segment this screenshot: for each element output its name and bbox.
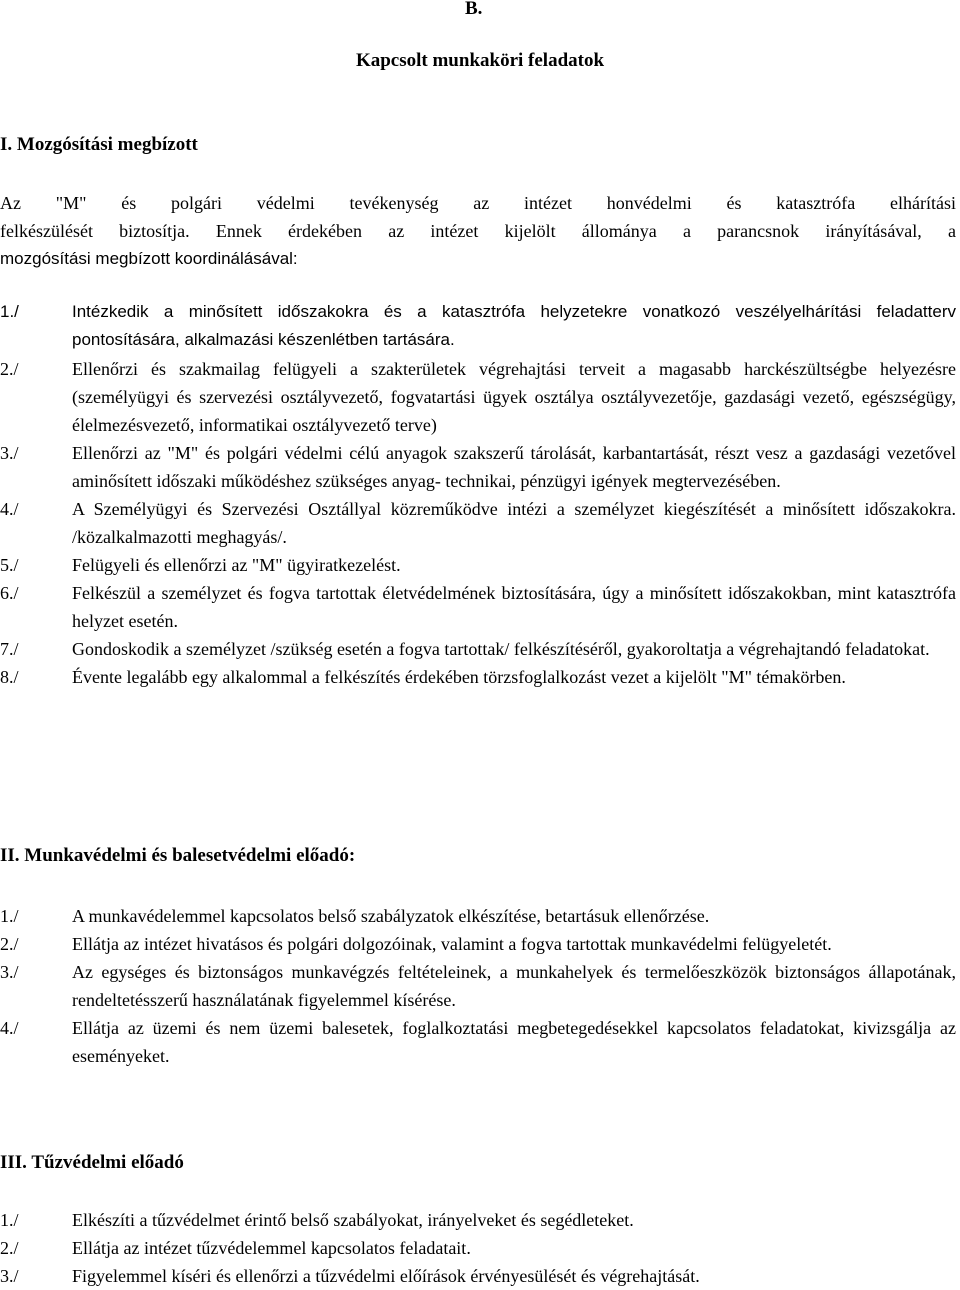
list-item bbox=[0, 1014, 956, 1070]
list-item bbox=[0, 355, 956, 439]
intro-line: Az "M" és polgári védelmi tevékenység az intézet honvédelmi és katasztrófa elhárítási bbox=[0, 193, 956, 213]
list-item bbox=[0, 1262, 956, 1290]
item-number: 7./ bbox=[0, 639, 19, 659]
list-item bbox=[0, 663, 956, 691]
item-number: 3./ bbox=[0, 443, 19, 463]
item-text: Évente legalább egy alkalommal a felkészítés érdekében törzsfoglalkozást vezet a kijelölt "M" témakörben. bbox=[72, 667, 846, 687]
task-list bbox=[0, 298, 956, 354]
task-list bbox=[0, 355, 956, 691]
item-number: 4./ bbox=[0, 1018, 19, 1038]
item-number: 3./ bbox=[0, 962, 19, 982]
intro-line: felkészülését biztosítja. Ennek érdekében az intézet kijelölt állománya a parancsnok irányításával, a bbox=[0, 221, 956, 241]
item-number: 4./ bbox=[0, 499, 19, 519]
item-text: Ellátja az intézet hivatásos és polgári dolgozóinak, valamint a fogva tartottak munkavédelmi felügyeletét. bbox=[72, 934, 832, 954]
item-text: Ellátja az üzemi és nem üzemi balesetek, foglalkoztatási megbetegedésekkel kapcsolatos feladatokat, kivizsgálja az eseményeket. bbox=[72, 1018, 956, 1066]
list-item bbox=[0, 495, 956, 551]
section-heading-munkavedelmi: II. Munkavédelmi és balesetvédelmi előadó: bbox=[0, 845, 356, 866]
item-number: 2./ bbox=[0, 1238, 19, 1258]
item-number: 2./ bbox=[0, 359, 19, 379]
document-title: Kapcsolt munkaköri feladatok bbox=[355, 50, 605, 71]
section-heading-mozgositasi: I. Mozgósítási megbízott bbox=[0, 134, 198, 155]
list-item bbox=[0, 298, 956, 354]
item-text: Gondoskodik a személyzet /szükség esetén a fogva tartottak/ felkészítéséről, gyakoroltatja a végrehajtandó feladatokat. bbox=[72, 639, 930, 659]
item-number: 5./ bbox=[0, 555, 19, 575]
list-item bbox=[0, 930, 956, 958]
item-text: Ellenőrzi és szakmailag felügyeli a szakterületek végrehajtási terveit a magasabb harckészültségbe helyezésre (személyügyi és szervezési osztályvezető, fogvatartási ügyek osztálya osztályvezetője, gazdasági vezető, egészségügy, élelmezésvezető, informatikai osztályvezető terve) bbox=[72, 359, 956, 435]
item-number: 3./ bbox=[0, 1266, 19, 1286]
item-number: 1./ bbox=[0, 1210, 19, 1230]
task-list bbox=[0, 1206, 956, 1290]
list-item bbox=[0, 1206, 956, 1234]
list-item bbox=[0, 551, 956, 579]
item-number: 2./ bbox=[0, 934, 19, 954]
item-text: A munkavédelemmel kapcsolatos belső szabályzatok elkészítése, betartásuk ellenőrzése. bbox=[72, 906, 710, 926]
list-item bbox=[0, 439, 956, 495]
list-item bbox=[0, 902, 956, 930]
item-text: Elkészíti a tűzvédelmet érintő belső szabályokat, irányelveket és segédleteket. bbox=[72, 1210, 634, 1230]
item-text: A Személyügyi és Szervezési Osztállyal közreműködve intézi a személyzet kiegészítését a minősített időszakokra. /közalkalmazotti meghagyás/. bbox=[72, 499, 956, 547]
item-text: Figyelemmel kíséri és ellenőrzi a tűzvédelmi előírások érvényesülését és végrehajtását. bbox=[72, 1266, 700, 1286]
item-text: Felkészül a személyzet és fogva tartottak életvédelmének biztosítására, úgy a minősített időszakokban, mint katasztrófa helyzet esetén. bbox=[72, 583, 956, 631]
document-letter: B. bbox=[465, 0, 483, 19]
item-number: 1./ bbox=[0, 302, 19, 321]
list-item bbox=[0, 1234, 956, 1262]
item-number: 1./ bbox=[0, 906, 19, 926]
item-text: Az egységes és biztonságos munkavégzés feltételeinek, a munkahelyek és termelőeszközök biztonságos állapotának, rendeltetésszerű használatának figyelemmel kísérése. bbox=[72, 962, 956, 1010]
item-number: 8./ bbox=[0, 667, 19, 687]
intro-line: mozgósítási megbízott koordinálásával: bbox=[0, 249, 298, 268]
list-item bbox=[0, 579, 956, 635]
item-text: Ellátja az intézet tűzvédelemmel kapcsolatos feladatait. bbox=[72, 1238, 471, 1258]
item-text: Intézkedik a minősített időszakokra és a katasztrófa helyzetekre vonatkozó veszélyelhárítási feladatterv pontosítására, alkalmazási készenlétben tartására. bbox=[72, 302, 956, 349]
item-text: Ellenőrzi az "M" és polgári védelmi célú anyagok szakszerű tárolását, karbantartását, részt vesz a gazdasági vezetővel aminősített időszaki működéshez szükséges anyag- technikai, pénzügyi igények megtervezésében. bbox=[72, 443, 956, 491]
section-heading-tuzvedelmi: III. Tűzvédelmi előadó bbox=[0, 1152, 184, 1173]
list-item bbox=[0, 635, 956, 663]
item-text: Felügyeli és ellenőrzi az "M" ügyiratkezelést. bbox=[72, 555, 401, 575]
list-item bbox=[0, 958, 956, 1014]
section-intro bbox=[0, 189, 956, 273]
item-number: 6./ bbox=[0, 583, 19, 603]
task-list bbox=[0, 902, 956, 1070]
